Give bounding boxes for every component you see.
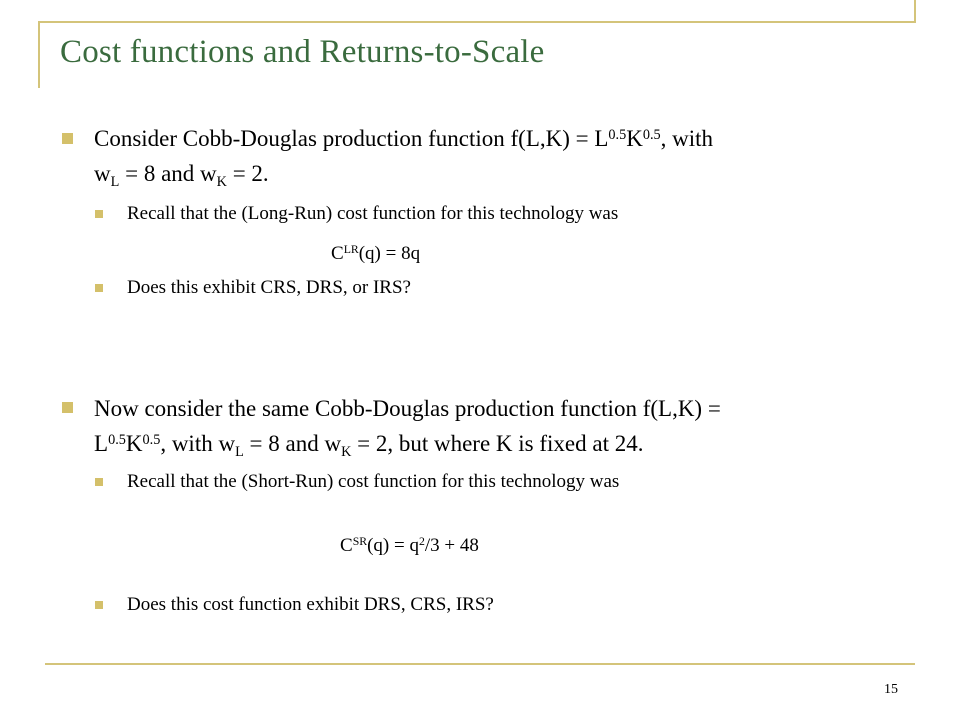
section2-line1: Now consider the same Cobb-Douglas production function f(L,K) = xyxy=(94,396,721,421)
text-span: w xyxy=(94,161,111,186)
frame-left-rule xyxy=(38,21,40,88)
section1-line2 xyxy=(94,161,269,190)
text-span: = 2, but where K is fixed at 24. xyxy=(351,431,644,456)
text-span: C xyxy=(331,243,344,264)
frame-top-rule xyxy=(38,21,916,23)
superscript: SR xyxy=(352,535,368,549)
text-span: L xyxy=(94,431,109,456)
section2-line2 xyxy=(94,431,644,460)
section1-line1 xyxy=(94,127,713,150)
subscript: L xyxy=(110,173,120,190)
frame-right-rule xyxy=(914,0,916,23)
text-span: = 8 and w xyxy=(119,161,217,186)
exponent: 0.5 xyxy=(142,431,161,448)
sub-bullet-square-icon xyxy=(95,284,103,292)
slide-title: Cost functions and Returns-to-Scale xyxy=(60,34,545,70)
frame-bottom-rule xyxy=(45,663,915,665)
subscript: K xyxy=(216,173,227,190)
text-span: Consider Cobb-Douglas production function f(L,K) = L xyxy=(94,126,609,151)
section1-sub2: Does this exhibit CRS, DRS, or IRS? xyxy=(127,277,411,298)
text-span: /3 + 48 xyxy=(424,535,479,556)
exponent: 2 xyxy=(418,535,425,549)
exponent: 0.5 xyxy=(642,126,661,143)
text-span: = 8 and w xyxy=(243,431,342,456)
bullet-square-icon xyxy=(62,402,73,413)
text-span: (q) = 8q xyxy=(358,243,421,264)
page-number: 15 xyxy=(884,682,898,697)
section2-formula xyxy=(340,536,479,555)
text-span: , with xyxy=(660,126,714,151)
exponent: 0.5 xyxy=(108,431,126,448)
sub-bullet-square-icon xyxy=(95,478,103,486)
text-span: (q) = q xyxy=(367,535,419,556)
text-span: K xyxy=(125,431,143,456)
section1-formula xyxy=(331,244,420,263)
section2-sub1: Recall that the (Short-Run) cost function for this technology was xyxy=(127,471,620,492)
exponent: 0.5 xyxy=(608,126,627,143)
text-span: K xyxy=(626,126,643,151)
subscript: K xyxy=(341,443,352,460)
text-span: , with w xyxy=(160,431,236,456)
subscript: L xyxy=(235,443,244,460)
sub-bullet-square-icon xyxy=(95,210,103,218)
text-span: = 2. xyxy=(226,161,269,186)
superscript: LR xyxy=(343,243,359,257)
text-span: C xyxy=(340,535,353,556)
section1-sub1: Recall that the (Long-Run) cost function for this technology was xyxy=(127,203,619,224)
bullet-square-icon xyxy=(62,133,73,144)
sub-bullet-square-icon xyxy=(95,601,103,609)
section2-sub2: Does this cost function exhibit DRS, CRS, IRS? xyxy=(127,594,494,615)
